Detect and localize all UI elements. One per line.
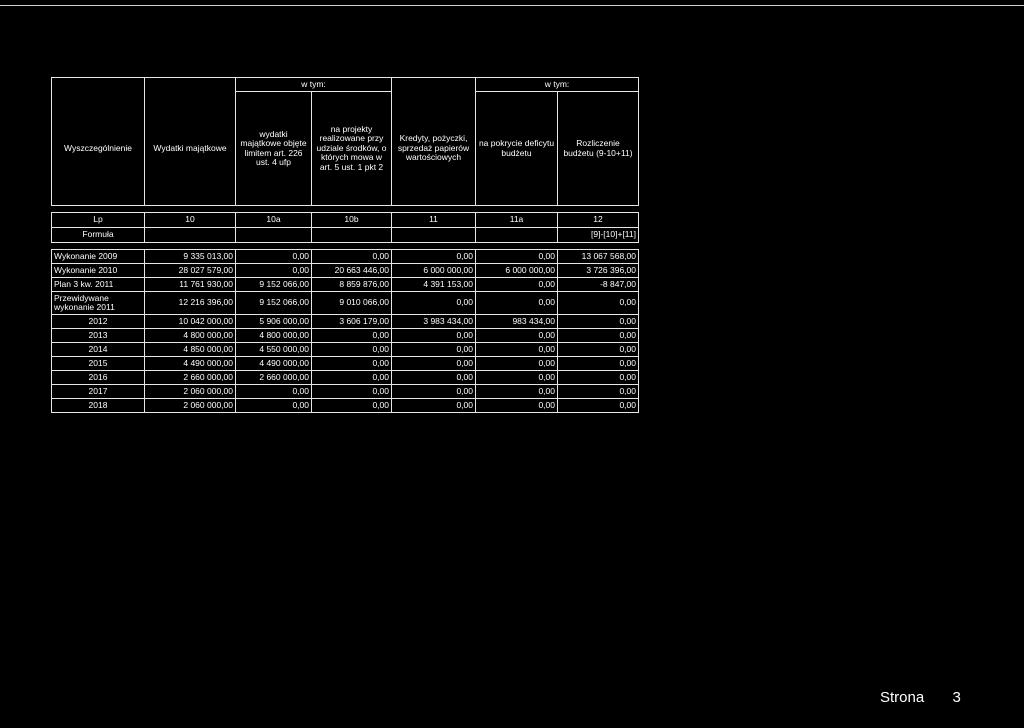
table-cell: 10 042 000,00 (145, 315, 236, 329)
row-label: 2017 (52, 385, 145, 399)
col-header-projects: na projekty realizowane przy udziale środków, o których mowa w art. 5 ust. 1 pkt 2 (312, 92, 392, 206)
table-cell: 0,00 (392, 343, 476, 357)
table-cell: 0,00 (476, 399, 558, 413)
row-label: 2012 (52, 315, 145, 329)
row-label: Wykonanie 2010 (52, 264, 145, 278)
table-row (52, 250, 639, 264)
table-cell: 983 434,00 (476, 315, 558, 329)
table-cell: 0,00 (476, 343, 558, 357)
table-cell: 3 983 434,00 (392, 315, 476, 329)
spacer-row (52, 206, 639, 213)
table-cell: 0,00 (312, 399, 392, 413)
col-header-deficit: na pokrycie deficytu budżetu (476, 92, 558, 206)
row-label: Przewidywane wykonanie 2011 (52, 292, 145, 315)
table-cell: 0,00 (558, 357, 639, 371)
table-cell: 4 391 153,00 (392, 278, 476, 292)
table-cell: 9 152 066,00 (236, 278, 312, 292)
header-empty-cell (145, 78, 236, 92)
formula-cell (312, 228, 392, 243)
table-cell: 2 060 000,00 (145, 399, 236, 413)
lp-cell: 12 (558, 213, 639, 228)
table-row (52, 399, 639, 413)
formula-cell (145, 228, 236, 243)
table-cell: 0,00 (392, 399, 476, 413)
header-empty-cell (52, 78, 145, 92)
table-cell: 28 027 579,00 (145, 264, 236, 278)
spacer-row (52, 243, 639, 250)
table-row (52, 343, 639, 357)
table-cell: 0,00 (476, 385, 558, 399)
table-cell: 0,00 (312, 371, 392, 385)
table-cell: 0,00 (392, 371, 476, 385)
formula-cell: Formuła (52, 228, 145, 243)
table-cell: 2 060 000,00 (145, 385, 236, 399)
table-cell: 8 859 876,00 (312, 278, 392, 292)
table-cell: 0,00 (476, 278, 558, 292)
lp-cell: Lp (52, 213, 145, 228)
lp-cell: 10b (312, 213, 392, 228)
col-header-capital-expenditure: Wydatki majątkowe (145, 92, 236, 206)
table-row (52, 385, 639, 399)
row-label: Wykonanie 2009 (52, 250, 145, 264)
lp-row (52, 213, 639, 228)
table-cell: 0,00 (236, 399, 312, 413)
page-footer (880, 689, 961, 706)
table-cell: 4 800 000,00 (145, 329, 236, 343)
table-cell: 0,00 (476, 371, 558, 385)
table-cell: 13 067 568,00 (558, 250, 639, 264)
table-cell: 0,00 (236, 385, 312, 399)
table-cell: 2 660 000,00 (236, 371, 312, 385)
lp-cell: 11 (392, 213, 476, 228)
table-cell: 0,00 (558, 329, 639, 343)
row-label: 2014 (52, 343, 145, 357)
table-cell: 9 152 066,00 (236, 292, 312, 315)
table-row (52, 357, 639, 371)
table-cell: 0,00 (558, 399, 639, 413)
table-cell: 0,00 (476, 250, 558, 264)
table-cell: 6 000 000,00 (476, 264, 558, 278)
table-cell: 2 660 000,00 (145, 371, 236, 385)
table-cell: 0,00 (236, 264, 312, 278)
table-cell: 4 490 000,00 (145, 357, 236, 371)
table-cell: 3 606 179,00 (312, 315, 392, 329)
table-cell: 9 335 013,00 (145, 250, 236, 264)
table-cell: 0,00 (236, 250, 312, 264)
lp-cell: 10 (145, 213, 236, 228)
col-header-settlement: Rozliczenie budżetu (9-10+11) (558, 92, 639, 206)
table-cell: 5 906 000,00 (236, 315, 312, 329)
formula-row (52, 228, 639, 243)
table-row (52, 292, 639, 315)
row-label: 2018 (52, 399, 145, 413)
table-cell: 0,00 (392, 292, 476, 315)
lp-cell: 10a (236, 213, 312, 228)
table-row (52, 315, 639, 329)
budget-table-container (51, 77, 638, 413)
table-cell: 0,00 (312, 250, 392, 264)
table-cell: 4 550 000,00 (236, 343, 312, 357)
formula-cell: [9]-[10]+[11] (558, 228, 639, 243)
table-row (52, 264, 639, 278)
table-cell: 0,00 (476, 357, 558, 371)
top-divider-line (0, 5, 1024, 6)
table-cell: 0,00 (476, 329, 558, 343)
table-cell: -8 847,00 (558, 278, 639, 292)
lp-cell: 11a (476, 213, 558, 228)
row-label: 2013 (52, 329, 145, 343)
table-cell: 12 216 396,00 (145, 292, 236, 315)
table-cell: 0,00 (558, 371, 639, 385)
table-cell: 0,00 (392, 329, 476, 343)
row-label: 2016 (52, 371, 145, 385)
table-cell: 0,00 (312, 357, 392, 371)
page-number: 3 (952, 689, 961, 706)
table-cell: 0,00 (392, 357, 476, 371)
formula-cell (476, 228, 558, 243)
budget-table (51, 77, 639, 413)
table-cell: 0,00 (476, 292, 558, 315)
col-header-limited-expenditure: wydatki majątkowe objęte limitem art. 226 ust. 4 ufp (236, 92, 312, 206)
header-empty-cell (392, 78, 476, 92)
row-label: 2015 (52, 357, 145, 371)
table-row (52, 329, 639, 343)
table-cell: 11 761 930,00 (145, 278, 236, 292)
row-label: Plan 3 kw. 2011 (52, 278, 145, 292)
header-main-row (52, 92, 639, 206)
table-cell: 4 800 000,00 (236, 329, 312, 343)
table-cell: 0,00 (392, 250, 476, 264)
table-cell: 0,00 (312, 329, 392, 343)
formula-cell (392, 228, 476, 243)
table-cell: 20 663 446,00 (312, 264, 392, 278)
table-cell: 0,00 (392, 385, 476, 399)
table-cell: 0,00 (312, 343, 392, 357)
table-cell: 6 000 000,00 (392, 264, 476, 278)
formula-cell (236, 228, 312, 243)
table-cell: 0,00 (558, 385, 639, 399)
table-cell: 0,00 (558, 315, 639, 329)
table-cell: 3 726 396,00 (558, 264, 639, 278)
in-which-label-1: w tym: (236, 78, 392, 92)
table-cell: 9 010 066,00 (312, 292, 392, 315)
header-top-row (52, 78, 639, 92)
table-cell: 0,00 (312, 385, 392, 399)
table-cell: 0,00 (558, 343, 639, 357)
page-label: Strona (880, 689, 925, 706)
table-row (52, 371, 639, 385)
table-row (52, 278, 639, 292)
table-cell: 4 490 000,00 (236, 357, 312, 371)
col-header-loans: Kredyty, pożyczki, sprzedaż papierów wartościowych (392, 92, 476, 206)
in-which-label-2: w tym: (476, 78, 639, 92)
col-header-description: Wyszczególnienie (52, 92, 145, 206)
table-cell: 0,00 (558, 292, 639, 315)
table-cell: 4 850 000,00 (145, 343, 236, 357)
